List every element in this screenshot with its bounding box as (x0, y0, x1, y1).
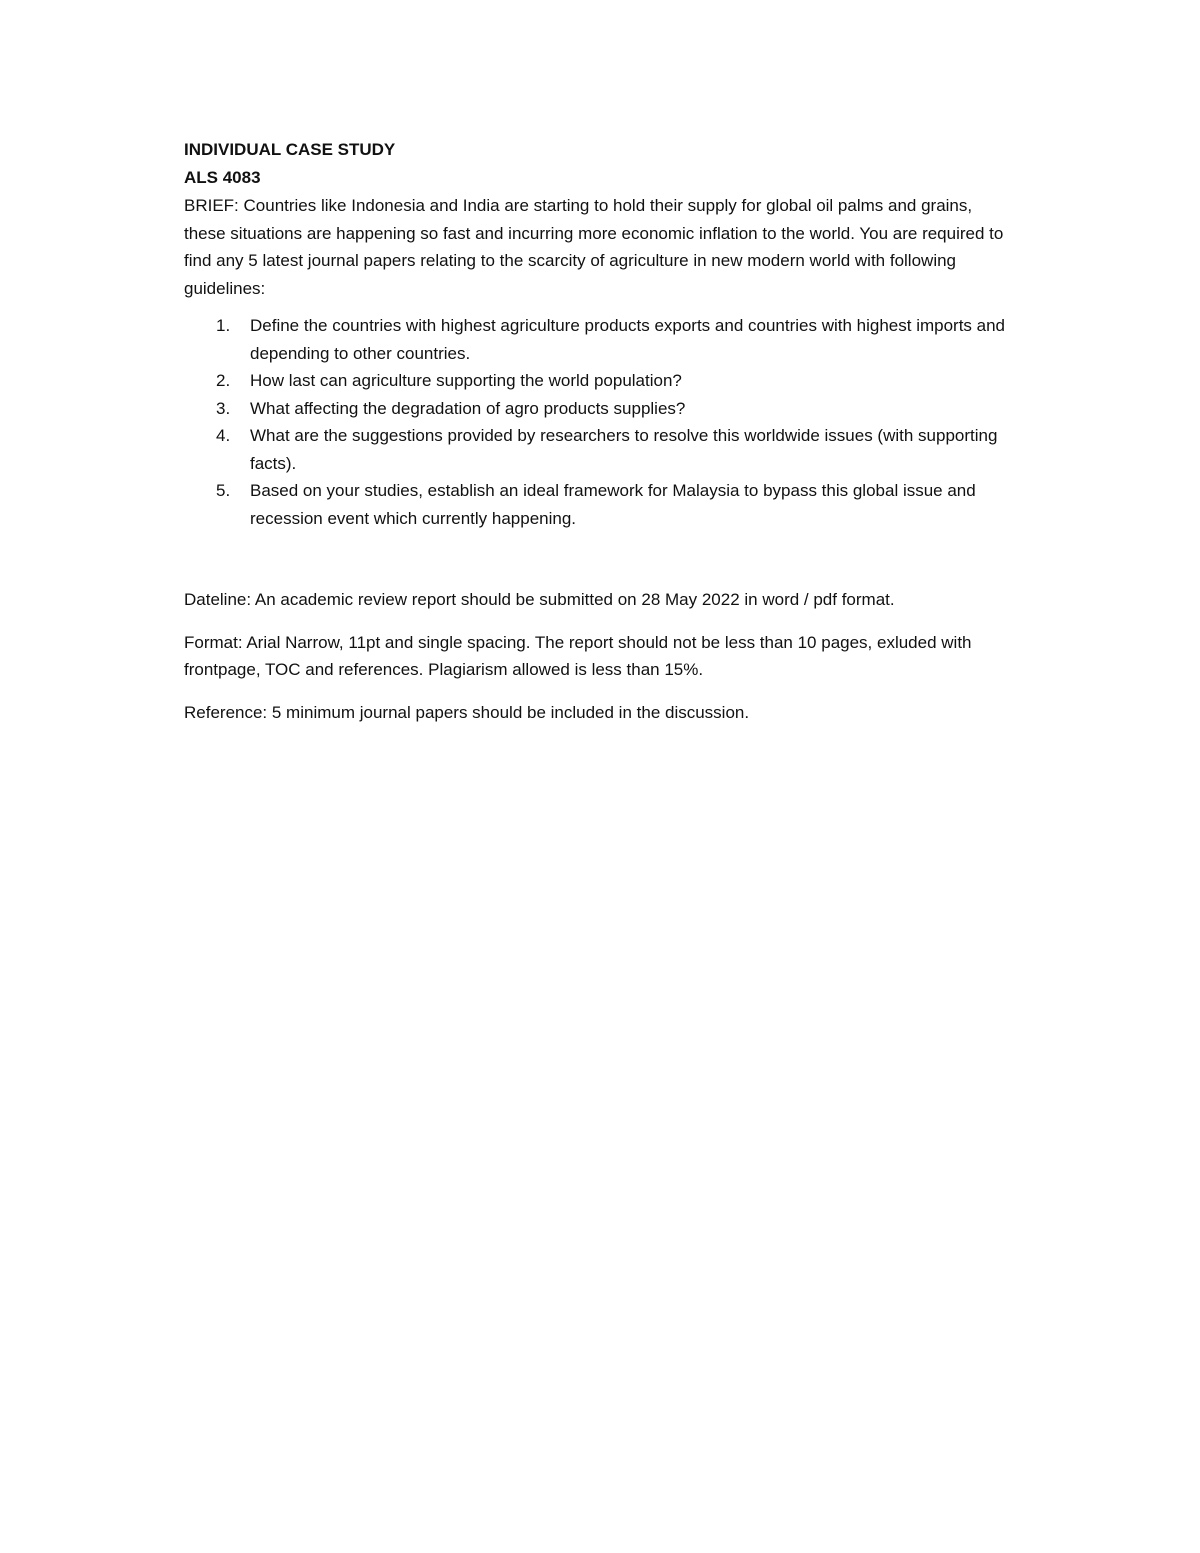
list-item (184, 477, 1014, 532)
list-item-text: What are the suggestions provided by researchers to resolve this worldwide issues (with supporting facts). (250, 426, 998, 473)
list-item (184, 422, 1014, 477)
list-item-number: 5. (216, 481, 231, 500)
list-item-number: 1. (216, 316, 231, 335)
list-item-number: 3. (216, 398, 231, 418)
dateline-paragraph: Dateline: An academic review report should be submitted on 28 May 2022 in word / pdf format. (184, 590, 895, 609)
course-code: ALS 4083 (184, 168, 261, 187)
list-item-text: How last can agriculture supporting the world population? (250, 371, 682, 390)
reference-paragraph: Reference: 5 minimum journal papers should be included in the discussion. (184, 702, 750, 722)
list-item-text: Based on your studies, establish an ideal framework for Malaysia to bypass this global issue and recession event which currently happening. (250, 481, 976, 528)
brief-paragraph: BRIEF: Countries like Indonesia and India are starting to hold their supply for global oil palms and grains, these situations are happening so fast and incurring more economic inflation to the world. You are required to find any 5 latest journal papers relating to the scarcity of agriculture in new modern world with following guidelines: (184, 196, 1004, 298)
list-item (184, 395, 1014, 423)
list-item (184, 367, 1014, 395)
list-item-text: What affecting the degradation of agro products supplies? (250, 398, 686, 418)
list-item-number: 4. (216, 426, 231, 445)
list-item-number: 2. (216, 371, 231, 390)
document-content (184, 136, 1014, 726)
document-title: INDIVIDUAL CASE STUDY (184, 140, 396, 159)
list-item (184, 312, 1014, 367)
format-paragraph: Format: Arial Narrow, 11pt and single spacing. The report should not be less than 10 pages, exluded with frontpage, TOC and references. Plagiarism allowed is less than 15%. (184, 632, 972, 679)
guidelines-list (184, 312, 1014, 532)
list-item-text: Define the countries with highest agriculture products exports and countries with highest imports and depending to other countries. (250, 316, 1006, 363)
